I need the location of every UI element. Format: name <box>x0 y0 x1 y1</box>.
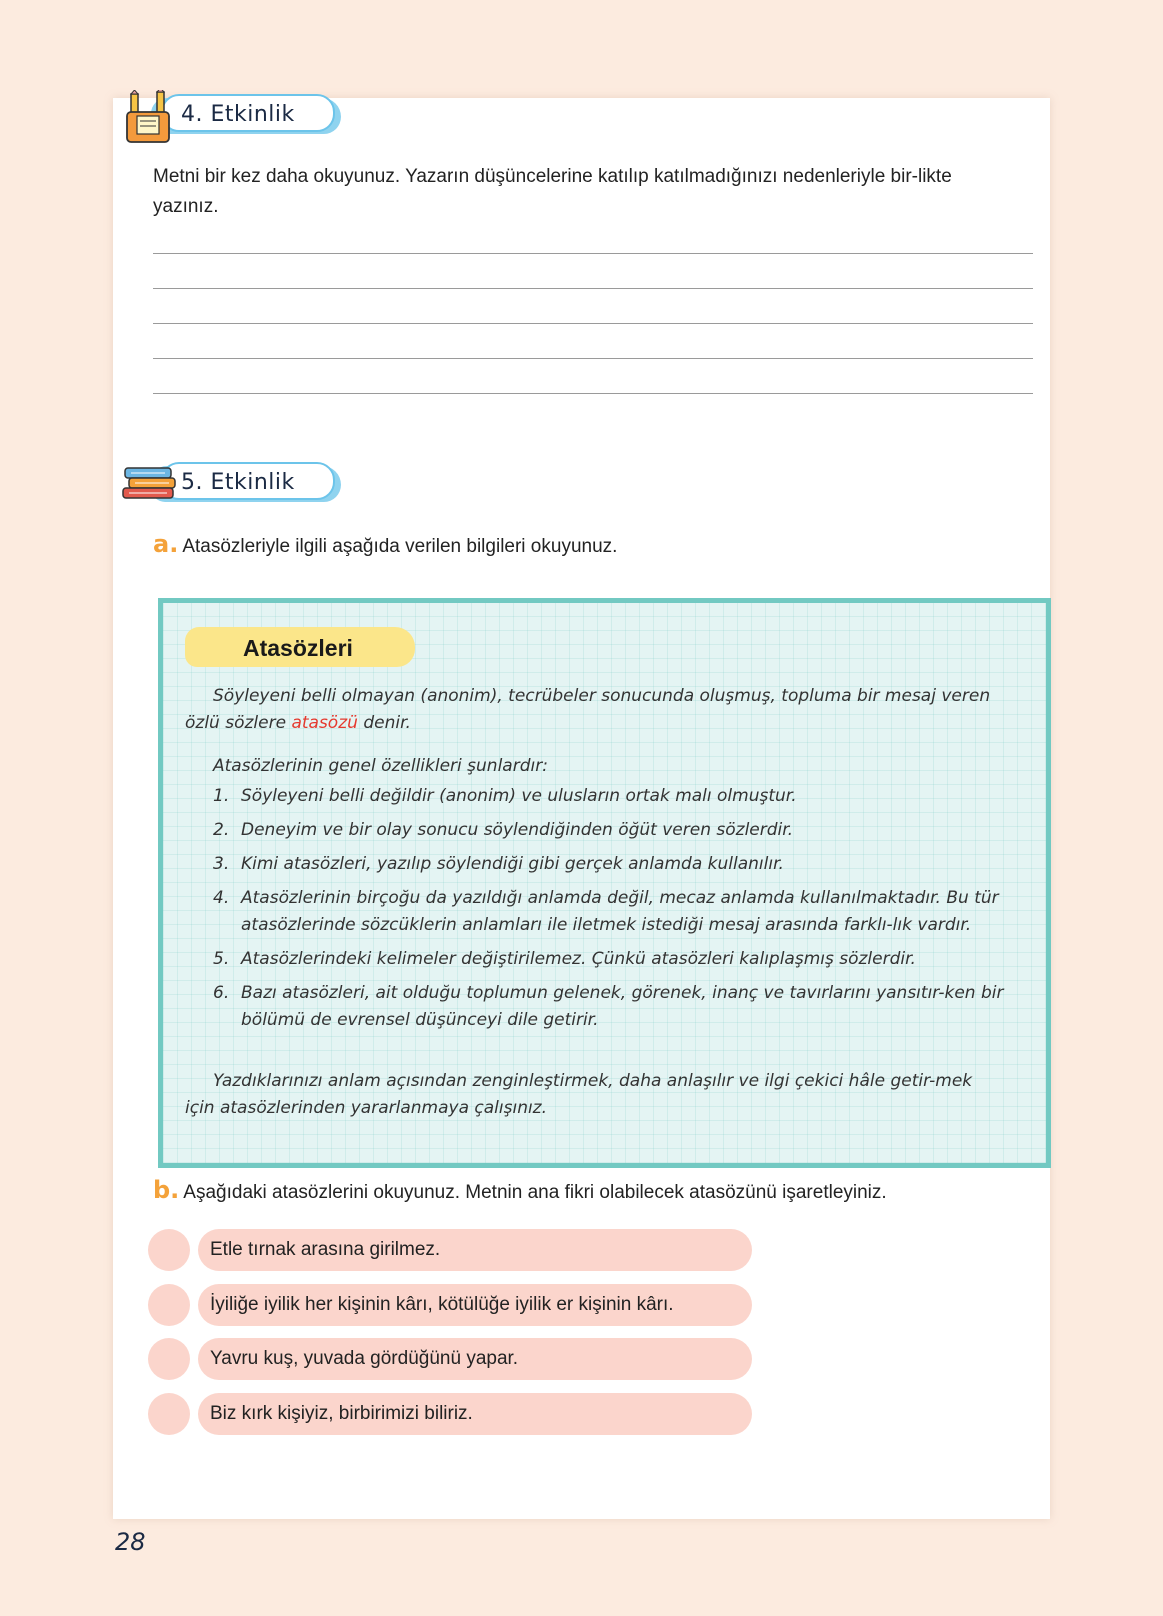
option-checkbox[interactable] <box>148 1393 190 1435</box>
answer-line-4[interactable] <box>153 358 1033 359</box>
feature-item: 2. Deneyim ve bir olay sonucu söylendiğinden öğüt veren sözlerdir. <box>213 820 794 840</box>
activity-4-title: 4. Etkinlik <box>181 102 295 127</box>
part-b-instruction: b. Aşağıdaki atasözlerini okuyunuz. Metnin ana fikri olabilecek atasözünü işaretleyiniz. <box>153 1176 887 1204</box>
part-a-instruction: a. Atasözleriyle ilgili aşağıda verilen bilgileri okuyunuz. <box>153 530 618 558</box>
answer-line-2[interactable] <box>153 288 1033 289</box>
option-checkbox[interactable] <box>148 1229 190 1271</box>
activity-4-instruction: Metni bir kez daha okuyunuz. Yazarın düşüncelerine katılıp katılmadığınızı nedenleriyle bir-likte yazınız. <box>153 166 952 217</box>
feature-item: 4. Atasözlerinin birçoğu da yazıldığı anlamda değil, mecaz anlamda kullanılmaktadır. Bu tür atasözlerinde sözcüklerin anlamları ile iletmek istediği mesaj arasında farklı-lık vardır. <box>213 888 999 935</box>
activity-5-title: 5. Etkinlik <box>181 470 295 495</box>
worksheet-page: 4. Etkinlik Metni bir kez daha okuyunuz. Yazarın düşüncelerine katılıp katılmadığınızı nedenleriyle bir-likte yazınız. 5. Etkinlik a. Atasözleriyle ilgili aşağıda verilen bilgileri okuyunuz. Atasözleri Söyleyeni belli olmayan (anonim), tecrübeler sonucunda oluşmuş, topluma bir mesaj veren özlü sözlere atasözü denir. Atasözlerinin genel özellikleri şunlardır: 1. Söyleyeni belli değildir (anonim) ve ulusların ortak malı olmuştur. 2. Deneyim ve bir olay sonucu söylendiğinden öğüt veren sözlerdir. 3. Kimi atasözleri, yazılıp söylendiği gibi gerçek anlamda kullanılır. 4. Atasözlerinin birçoğu da yazıldığı anlamda değil, mecaz anlamda kullanılmaktadır. Bu tür atasözlerinde sözcüklerin anlamları ile iletmek istediği mesaj arasında farklı-lık vardır. 5. Atasözlerindeki kelimeler değiştirilemez. Çünkü atasözleri kalıplaşmış sözlerdir. 6. Bazı atasözleri, ait olduğu toplumun gelenek, görenek, inanç ve tavırlarını yansıtır-ken bir bölümü de evrensel düşünceyi dile getirir. Yazdıklarınızı anlam açısından zenginleştirmek, daha anlaşılır ve ilgi çekici hâle getir-mek için atasözlerinden yararlanmaya çalışınız. b. Aşağıdaki atasözlerini okuyunuz. Metnin ana fikri olabilecek atasözünü işaretleyiniz. Etle tırnak arasına girilmez. İyiliğe iyilik her kişinin kârı, kötülüğe iyilik er kişinin kârı. Yavru kuş, yuvada gördüğünü yapar. Biz kırk kişiyiz, birbirimizi biliriz. <box>113 98 1050 1519</box>
info-box-title: Atasözleri <box>243 635 353 661</box>
feature-item: 1. Söyleyeni belli değildir (anonim) ve ulusların ortak malı olmuştur. <box>213 786 797 806</box>
pencil-cup-icon <box>121 90 177 146</box>
answer-line-3[interactable] <box>153 323 1033 324</box>
proverbs-info-box <box>158 598 1051 1168</box>
page-number: 28 <box>115 1528 146 1556</box>
features-intro: Atasözlerinin genel özellikleri şunlardır: <box>213 756 548 776</box>
answer-line-5[interactable] <box>153 393 1033 394</box>
closing-note: Yazdıklarınızı anlam açısından zenginleştirmek, daha anlaşılır ve ilgi çekici hâle getir-mek için atasözlerinden yararlanmaya çalışınız. <box>185 1071 973 1118</box>
activity-5-badge <box>121 458 351 502</box>
features-list <box>213 783 1013 1041</box>
option-checkbox[interactable] <box>148 1284 190 1326</box>
books-icon <box>121 458 181 506</box>
activity-4-badge <box>121 90 351 134</box>
feature-item: 5. Atasözlerindeki kelimeler değiştirilemez. Çünkü atasözleri kalıplaşmış sözlerdir. <box>213 949 916 969</box>
feature-item: 6. Bazı atasözleri, ait olduğu toplumun gelenek, görenek, inanç ve tavırlarını yansıtır-ken bir bölümü de evrensel düşünceyi dile getirir. <box>213 983 1004 1030</box>
part-a-marker: a. <box>153 530 179 558</box>
option-checkbox[interactable] <box>148 1338 190 1380</box>
proverb-definition: Söyleyeni belli olmayan (anonim), tecrübeler sonucunda oluşmuş, topluma bir mesaj veren özlü sözlere atasözü denir. <box>185 686 991 733</box>
feature-item: 3. Kimi atasözleri, yazılıp söylendiği gibi gerçek anlamda kullanılır. <box>213 854 784 874</box>
part-b-marker: b. <box>153 1176 180 1204</box>
highlight-term: atasözü <box>291 713 358 733</box>
answer-line-1[interactable] <box>153 253 1033 254</box>
